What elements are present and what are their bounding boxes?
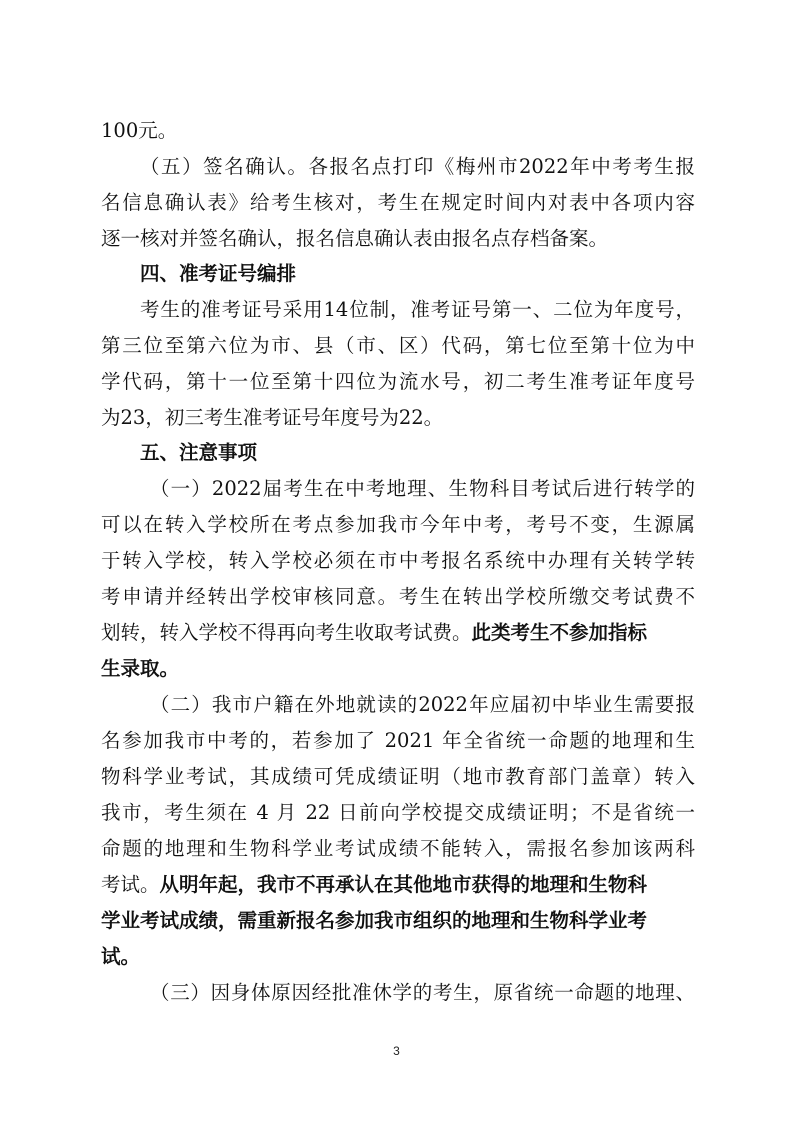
text-line: 我市，考生须在 4 月 22 日前向学校提交成绩证明；不是省统一 xyxy=(101,801,695,824)
text-line: 100元。 xyxy=(101,119,178,142)
text-line: 可以在转入学校所在考点参加我市今年中考，考号不变，生源属 xyxy=(101,513,695,536)
text-line: （五）签名确认。各报名点打印《梅州市2022年中考考生报 xyxy=(140,155,695,178)
text-run: 考试。 xyxy=(101,873,160,896)
bold-text-run: 从明年起，我市不再承认在其他地市获得的地理和生物科 xyxy=(159,873,648,896)
text-line: 命题的地理和生物科学业考试成绩不能转入，需报名参加该两科 xyxy=(101,837,695,860)
text-line: 物科学业考试，其成绩可凭成绩证明（地市教育部门盖章）转入 xyxy=(101,765,695,788)
text-run: 划转，转入学校不得再向考生收取考试费。 xyxy=(101,621,472,644)
text-line: （二）我市户籍在外地就读的2022年应届初中毕业生需要报 xyxy=(150,693,695,716)
text-line: 逐一核对并签名确认，报名信息确认表由报名点存档备案。 xyxy=(101,227,609,250)
text-line: 考生的准考证号采用14位制，准考证号第一、二位为年度号， xyxy=(140,298,695,321)
text-line: 于转入学校，转入学校必须在市中考报名系统中办理有关转学转 xyxy=(101,549,695,572)
section-heading: 四、准考证号编排 xyxy=(140,262,297,285)
text-line: 第三位至第六位为市、县（市、区）代码，第七位至第十位为中 xyxy=(101,334,695,357)
text-line: 名参加我市中考的，若参加了 2021 年全省统一命题的地理和生 xyxy=(101,729,695,752)
text-line: （三）因身体原因经批准休学的考生，原省统一命题的地理、 xyxy=(150,981,695,1004)
bold-text-line: 试。 xyxy=(101,945,141,968)
text-line: 为23，初三考生准考证号年度号为22。 xyxy=(101,406,444,429)
text-line: （一）2022届考生在中考地理、生物科目考试后进行转学的 xyxy=(150,477,695,500)
bold-text-line: 生录取。 xyxy=(101,657,180,680)
text-line xyxy=(101,875,695,895)
text-line: 学代码，第十一位至第十四位为流水号，初二考生准考证年度号 xyxy=(101,370,695,393)
section-heading: 五、注意事项 xyxy=(140,441,258,464)
page-number: 3 xyxy=(393,1044,400,1058)
bold-text-line: 学业考试成绩，需重新报名参加我市组织的地理和生物科学业考 xyxy=(101,909,648,932)
text-line: 考申请并经转出学校审核同意。考生在转出学校所缴交考试费不 xyxy=(101,585,695,608)
bold-text-run: 此类考生不参加指标 xyxy=(471,621,648,644)
text-line xyxy=(101,623,695,643)
text-line: 名信息确认表》给考生核对，考生在规定时间内对表中各项内容 xyxy=(101,191,695,214)
